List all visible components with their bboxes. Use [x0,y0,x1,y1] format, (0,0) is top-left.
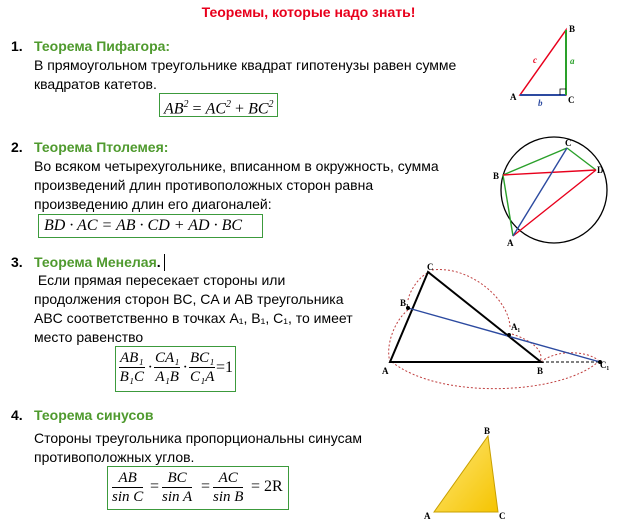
label-b: b [538,98,543,108]
numerator: AB [112,469,143,488]
denominator: sin C [112,489,144,505]
formula-operator: = [188,100,206,118]
label-A1: A₁ [511,322,521,332]
denominator: C₁A [190,369,215,385]
formula-term: AC [205,100,227,118]
label-B: B [537,366,544,376]
page-title: Теоремы, которые надо знать! [201,4,416,20]
label-C: C [565,138,572,148]
theorem-3-number: 3. [11,254,23,270]
label-B: B [484,426,491,436]
theorem-2-text-line-3: произведению длин его диагоналей: [34,196,272,212]
ptolemy-formula: BD · AC = AB · CD + AD · BC [38,214,263,238]
label-A: A [382,366,389,376]
label-c: c [533,55,537,65]
formula-operator: = 2R [251,478,283,495]
label-A: A [507,238,514,248]
formula-operator: · [148,359,152,376]
label-B: B [569,24,576,34]
numerator: BC₁ [190,350,215,366]
label-A: A [510,92,517,102]
theorem-3-text-line-3: ABC соответственно в точках A₁, B₁, C₁, то имеет [34,310,353,326]
theorem-1-text-line-2: квадратов катетов. [34,76,157,92]
theorem-3-heading-dot: . [156,254,161,270]
theorem-3-text-line-4: место равенство [34,329,144,345]
theorem-3-text-line-1: Если прямая пересекает стороны или [34,272,286,288]
yellow-triangle [434,436,498,512]
theorem-1-heading: Теорема Пифагора: [34,38,171,54]
label-A: A [424,511,431,521]
theorem-4-text-line-2: противоположных углов. [34,449,195,465]
label-B: B [493,171,500,181]
denominator: B₁C [119,369,144,385]
denominator: sin B [213,489,244,505]
label-D: D [597,165,604,175]
denominator: sin A [162,489,193,505]
label-C: C [499,511,506,521]
formula-exponent: 2 [226,99,232,110]
numerator: BC [162,469,192,488]
formula-term: AB [164,100,184,118]
formula-operator: · [183,359,187,376]
theorem-2-number: 2. [11,139,23,155]
theorem-1-text-line-1: В прямоугольном треугольнике квадрат гипотенузы равен сумме [34,57,457,73]
theorem-1-number: 1. [11,38,23,54]
formula-exponent: 2 [183,99,189,110]
label-C: C [427,262,434,272]
theorem-2-heading: Теорема Птолемея: [34,139,169,155]
numerator: CA₁ [155,350,180,366]
theorem-3-text-line-2: продолжения сторон BC, CA и AB треугольника [34,291,344,307]
label-a: a [570,56,575,66]
numerator: AB₁ [120,350,144,366]
formula-term: BC [248,100,269,118]
theorem-4-heading: Теорема синусов [34,407,154,423]
label-C: C [568,95,575,105]
label-C1: C₁ [600,360,610,370]
theorem-3-heading-text: Теорема Менелая [34,254,157,270]
theorem-4-number: 4. [11,407,23,423]
theorem-2-text-line-1: Во всяком четырехугольнике, вписанном в окружность, сумма [34,158,439,174]
numerator: AC [213,469,243,488]
formula-exponent: 2 [268,99,274,110]
formula-operator: = [150,478,160,495]
theorem-4-text-line-1: Стороны треугольника пропорциональны синусам [34,430,363,446]
formula-operator: = [201,478,211,495]
label-B1: B₁ [400,298,409,308]
formula-operator: =1 [216,359,234,376]
theorem-2-text-line-2: произведений длин противоположных сторон равна [34,177,374,193]
denominator: A₁B [155,369,179,385]
formula-operator: + [231,100,249,118]
